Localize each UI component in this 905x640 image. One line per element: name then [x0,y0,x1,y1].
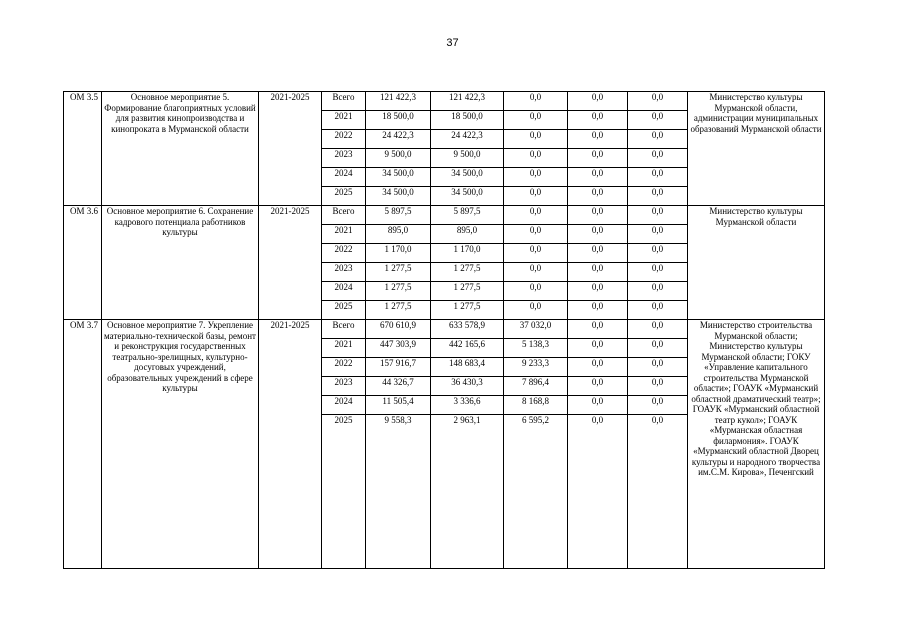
total-cell: 447 303,9 [366,339,431,358]
source-3-cell: 0,0 [568,225,628,244]
table-row [64,92,825,111]
source-4-cell: 0,0 [628,282,688,301]
measure-description: Основное мероприятие 6. Сохранение кадрового потенциала работников культуры [102,206,259,320]
year-cell: 2023 [322,149,366,168]
source-1-cell: 1 277,5 [431,282,504,301]
source-2-cell: 0,0 [504,244,568,263]
source-1-cell: 36 430,3 [431,377,504,396]
source-4-cell: 0,0 [628,168,688,187]
source-2-cell: 0,0 [504,187,568,206]
source-1-cell: 121 422,3 [431,92,504,111]
measure-period: 2021-2025 [259,92,322,206]
source-3-cell: 0,0 [568,92,628,111]
total-cell: 1 277,5 [366,301,431,320]
source-4-cell: 0,0 [628,339,688,358]
measure-description: Основное мероприятие 5. Формирование благоприятных условий для развития кинопроизводства и кинопроката в Мурманской области [102,92,259,206]
source-2-cell: 0,0 [504,92,568,111]
source-2-cell: 37 032,0 [504,320,568,339]
source-1-cell: 442 165,6 [431,339,504,358]
table-row [64,320,825,339]
source-3-cell: 0,0 [568,206,628,225]
source-2-cell: 0,0 [504,168,568,187]
source-2-cell: 9 233,3 [504,358,568,377]
source-1-cell: 1 277,5 [431,263,504,282]
measure-code: ОМ 3.7 [64,320,102,569]
source-1-cell: 895,0 [431,225,504,244]
source-3-cell: 0,0 [568,187,628,206]
measure-description: Основное мероприятие 7. Укрепление материально-технической базы, ремонт и реконструкция государственных театрально-зрелищных, культурно-досуговых учреждений, образовательных учреждений в сфере культуры [102,320,259,569]
year-cell: 2025 [322,187,366,206]
page-number: 37 [446,37,459,49]
measure-executor: Министерство культуры Мурманской области, администрации муниципальных образований Мурманской области [688,92,825,206]
measure-period: 2021-2025 [259,206,322,320]
source-4-cell: 0,0 [628,206,688,225]
source-3-cell: 0,0 [568,320,628,339]
source-2-cell: 0,0 [504,111,568,130]
source-2-cell: 7 896,4 [504,377,568,396]
source-3-cell: 0,0 [568,301,628,320]
total-cell: 1 277,5 [366,282,431,301]
measure-executor: Министерство культуры Мурманской области [688,206,825,320]
source-1-cell: 5 897,5 [431,206,504,225]
source-3-cell: 0,0 [568,149,628,168]
source-3-cell: 0,0 [568,282,628,301]
year-cell: Всего [322,320,366,339]
source-1-cell: 2 963,1 [431,415,504,569]
total-cell: 895,0 [366,225,431,244]
source-1-cell: 9 500,0 [431,149,504,168]
source-4-cell: 0,0 [628,263,688,282]
source-3-cell: 0,0 [568,358,628,377]
source-2-cell: 6 595,2 [504,415,568,569]
source-3-cell: 0,0 [568,377,628,396]
year-cell: 2024 [322,168,366,187]
source-4-cell: 0,0 [628,320,688,339]
source-4-cell: 0,0 [628,396,688,415]
source-1-cell: 1 170,0 [431,244,504,263]
total-cell: 670 610,9 [366,320,431,339]
year-cell: 2023 [322,377,366,396]
total-cell: 9 500,0 [366,149,431,168]
total-cell: 34 500,0 [366,168,431,187]
source-4-cell: 0,0 [628,358,688,377]
total-cell: 5 897,5 [366,206,431,225]
source-4-cell: 0,0 [628,149,688,168]
year-cell: Всего [322,92,366,111]
year-cell: 2024 [322,396,366,415]
year-cell: Всего [322,206,366,225]
total-cell: 157 916,7 [366,358,431,377]
year-cell: 2023 [322,263,366,282]
total-cell: 44 326,7 [366,377,431,396]
source-3-cell: 0,0 [568,168,628,187]
year-cell: 2021 [322,111,366,130]
source-2-cell: 8 168,8 [504,396,568,415]
source-1-cell: 3 336,6 [431,396,504,415]
total-cell: 11 505,4 [366,396,431,415]
source-4-cell: 0,0 [628,377,688,396]
source-1-cell: 633 578,9 [431,320,504,339]
measure-period: 2021-2025 [259,320,322,569]
source-1-cell: 18 500,0 [431,111,504,130]
year-cell: 2025 [322,415,366,569]
year-cell: 2024 [322,282,366,301]
year-cell: 2021 [322,339,366,358]
total-cell: 18 500,0 [366,111,431,130]
source-1-cell: 34 500,0 [431,187,504,206]
source-3-cell: 0,0 [568,396,628,415]
source-2-cell: 0,0 [504,225,568,244]
measure-executor: Министерство строительства Мурманской области; Министерство культуры Мурманской области; ГОКУ «Управление капитального строительства Мурманской области»; ГОАУК «Мурманский областной драматический театр»; ГОАУК «Мурманский областной театр кукол»; ГОАУК «Мурманская областная филармония». ГОАУК «Мурманский областной Дворец культуры и народного творчества им.С.М. Кирова», Печенгский [688,320,825,569]
source-4-cell: 0,0 [628,244,688,263]
year-cell: 2022 [322,130,366,149]
total-cell: 1 170,0 [366,244,431,263]
source-3-cell: 0,0 [568,111,628,130]
source-4-cell: 0,0 [628,130,688,149]
total-cell: 34 500,0 [366,187,431,206]
total-cell: 9 558,3 [366,415,431,569]
source-2-cell: 0,0 [504,263,568,282]
source-1-cell: 34 500,0 [431,168,504,187]
measure-code: ОМ 3.6 [64,206,102,320]
source-3-cell: 0,0 [568,244,628,263]
year-cell: 2021 [322,225,366,244]
source-4-cell: 0,0 [628,301,688,320]
year-cell: 2022 [322,244,366,263]
source-2-cell: 5 138,3 [504,339,568,358]
source-4-cell: 0,0 [628,225,688,244]
source-1-cell: 148 683,4 [431,358,504,377]
source-2-cell: 0,0 [504,282,568,301]
total-cell: 24 422,3 [366,130,431,149]
table-row [64,206,825,225]
source-4-cell: 0,0 [628,415,688,569]
source-4-cell: 0,0 [628,92,688,111]
source-4-cell: 0,0 [628,187,688,206]
source-2-cell: 0,0 [504,130,568,149]
source-1-cell: 24 422,3 [431,130,504,149]
measure-code: ОМ 3.5 [64,92,102,206]
source-3-cell: 0,0 [568,415,628,569]
source-1-cell: 1 277,5 [431,301,504,320]
source-2-cell: 0,0 [504,301,568,320]
source-3-cell: 0,0 [568,263,628,282]
total-cell: 121 422,3 [366,92,431,111]
program-table [63,91,825,569]
source-2-cell: 0,0 [504,206,568,225]
year-cell: 2025 [322,301,366,320]
source-4-cell: 0,0 [628,111,688,130]
source-3-cell: 0,0 [568,339,628,358]
source-2-cell: 0,0 [504,149,568,168]
year-cell: 2022 [322,358,366,377]
source-3-cell: 0,0 [568,130,628,149]
total-cell: 1 277,5 [366,263,431,282]
